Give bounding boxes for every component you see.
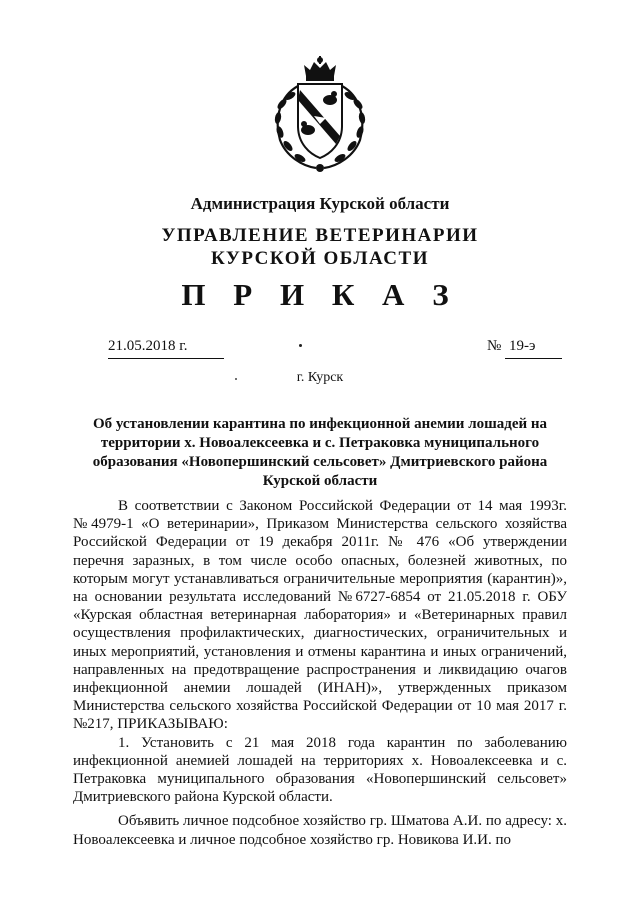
order-date-field: [108, 338, 224, 359]
coat-of-arms-emblem: [268, 56, 372, 174]
order-body: [73, 497, 567, 849]
department-name-line2: КУРСКОЙ ОБЛАСТИ: [211, 248, 429, 269]
order-date: 21.05.2018 г.: [108, 338, 188, 354]
document-type: П Р И К А З: [181, 277, 459, 312]
administration-name: Администрация Курской области: [190, 194, 450, 213]
order-title: Об установлении карантина по инфекционной анемии лошадей на территории х. Новоалексеевка и с. Петраковка муниципального образования «Новопершинский сельсовет» Дмитриевского района Курской области: [92, 416, 548, 489]
item-1-continuation-paragraph: Объявить личное подсобное хозяйство гр. Шматова А.И. по адресу: х. Новоалексеевка и личное подсобное хозяйство гр. Новикова И.И. по: [73, 813, 567, 848]
order-number-field: [505, 338, 562, 359]
city-name: г. Курск: [296, 370, 344, 385]
scan-speck: [299, 344, 302, 347]
department-name-line1: УПРАВЛЕНИЕ ВЕТЕРИНАРИИ: [161, 225, 479, 246]
item-1-paragraph: 1. Установить с 21 мая 2018 года карантин по заболеванию инфекционной анемией лошадей на территориях х. Новоалексеевка и с. Петраковка муниципального образования «Новопершинский сельсовет» Дмитриевского района Курской области.: [73, 734, 567, 806]
preamble-paragraph: В соответствии с Законом Российской Федерации от 14 мая 1993г. №4979-1 «О ветеринарии», Приказом Министерства сельского хозяйства Российской Федерации от 19 декабря 2011г. № 476 «Об утверждении перечня заразных, в том числе особо опасных, болезней животных, по которым могут устанавливаться ограничительные мероприятия (карантин)», на основании результата исследований №6727-6854 от 21.05.2018 г. ОБУ «Курская областная ветеринарная лаборатория» и «Ветеринарных правил осуществления профилактических, диагностических, ограничительных и иных мероприятий, установления и отмены карантина и иных ограничений, направленных на предотвращение распространения и ликвидацию очагов инфекционной анемии лошадей (ИНАН)», утвержденных приказом Министерства сельского хозяйства Российской Федерации от 10 мая 2017 г. №217, ПРИКАЗЫВАЮ:: [73, 498, 567, 733]
order-number: 19-э: [509, 338, 536, 354]
order-number-label: №: [487, 338, 502, 354]
